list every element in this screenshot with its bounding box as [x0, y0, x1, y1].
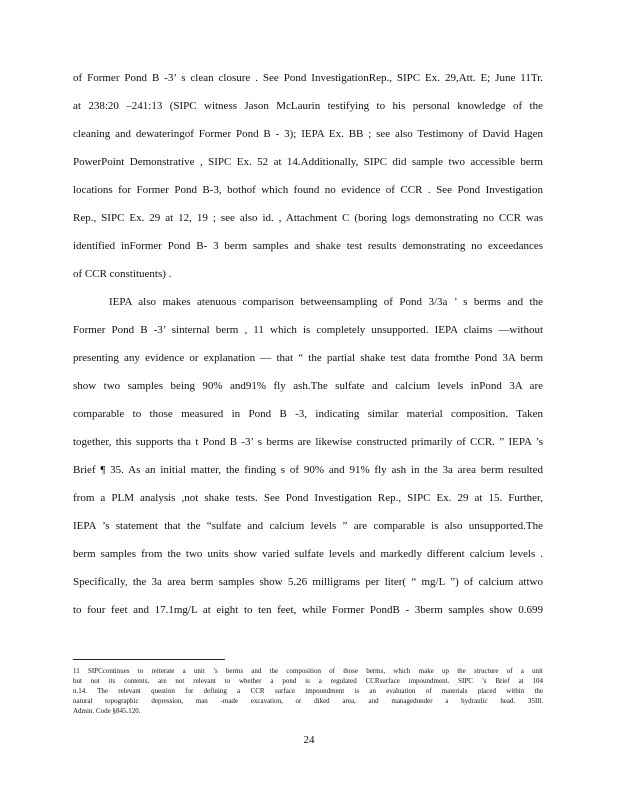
- paragraph-first-line: IEPA also makes atenuous comparison betweensampling of Pond 3/3a ’ s berms and the: [109, 296, 543, 308]
- body-line: Former Pond B -3’ sinternal berm , 11 which is completely unsupported. IEPA claims —without: [73, 324, 543, 336]
- body-line: Rep., SIPC Ex. 29 at 12, 19 ; see also id. , Attachment C (boring logs demonstrating no CCR was: [73, 212, 543, 224]
- body-line: presenting any evidence or explanation — that “ the partial shake test data fromthe Pond 3A berm: [73, 352, 543, 364]
- footnote-separator: [73, 659, 225, 660]
- body-line: Brief ¶ 35. As an initial matter, the finding s of 90% and 91% fly ash in the 3a area berm resulted: [73, 464, 543, 476]
- body-line: berm samples from the two units show varied sulfate levels and markedly different calcium levels .: [73, 548, 543, 560]
- body-line: identified inFormer Pond B- 3 berm samples and shake test results demonstrating no exceedances: [73, 240, 543, 252]
- body-line: show two samples being 90% and91% fly ash.The sulfate and calcium levels inPond 3A are: [73, 380, 543, 392]
- footnote-line: n.14. The relevant question for defining a CCR surface impoundment is an evaluation of materials placed within the: [73, 687, 543, 695]
- footnote-line: 11 SIPCcontinues to reiterate a unit ’s berms and the composition of those berms, which make up the structure of a unit: [73, 667, 543, 675]
- footnote-line: Admin. Code §845.120.: [73, 707, 141, 715]
- body-line: together, this supports tha t Pond B -3’ s berms are likewise constructed primarily of CCR. ” IEPA ’s: [73, 436, 543, 448]
- body-line: PowerPoint Demonstrative , SIPC Ex. 52 at 14.Additionally, SIPC did sample two accessible berm: [73, 156, 543, 168]
- body-line: of CCR constituents) .: [73, 268, 172, 280]
- body-line: of Former Pond B -3’ s clean closure . See Pond InvestigationRep., SIPC Ex. 29,Att. E; June 11Tr.: [73, 72, 543, 84]
- page-number: 24: [303, 734, 315, 746]
- body-line: at 238:20 –241:13 (SIPC witness Jason McLaurin testifying to his personal knowledge of the: [73, 100, 543, 112]
- body-line: from a PLM analysis ,not shake tests. See Pond Investigation Rep., SIPC Ex. 29 at 15. Further,: [73, 492, 543, 504]
- footnote-line: but not its contents, are not relevant to whether a pond is a regulated CCRsurface impoundment. SIPC ’s Brief at 104: [73, 677, 543, 685]
- body-line: to four feet and 17.1mg/L at eight to ten feet, while Former PondB - 3berm samples show 0.699: [73, 604, 543, 616]
- body-line: locations for Former Pond B-3, bothof which found no evidence of CCR . See Pond Investigation: [73, 184, 543, 196]
- footnote-line: natural topographic depression, man -made excavation, or diked area, and managedunder a hydraulic head. 35Ill.: [73, 697, 543, 705]
- body-line: Specifically, the 3a area berm samples show 5.26 milligrams per liter( “ mg/L ”) of calcium attwo: [73, 576, 543, 588]
- body-line: cleaning and dewateringof Former Pond B - 3); IEPA Ex. BB ; see also Testimony of David Hagen: [73, 128, 543, 140]
- body-line: comparable to those measured in Pond B -3, indicating similar material composition. Taken: [73, 408, 543, 420]
- body-line: IEPA ’s statement that the “sulfate and calcium levels ” are comparable is also unsupported.The: [73, 520, 543, 532]
